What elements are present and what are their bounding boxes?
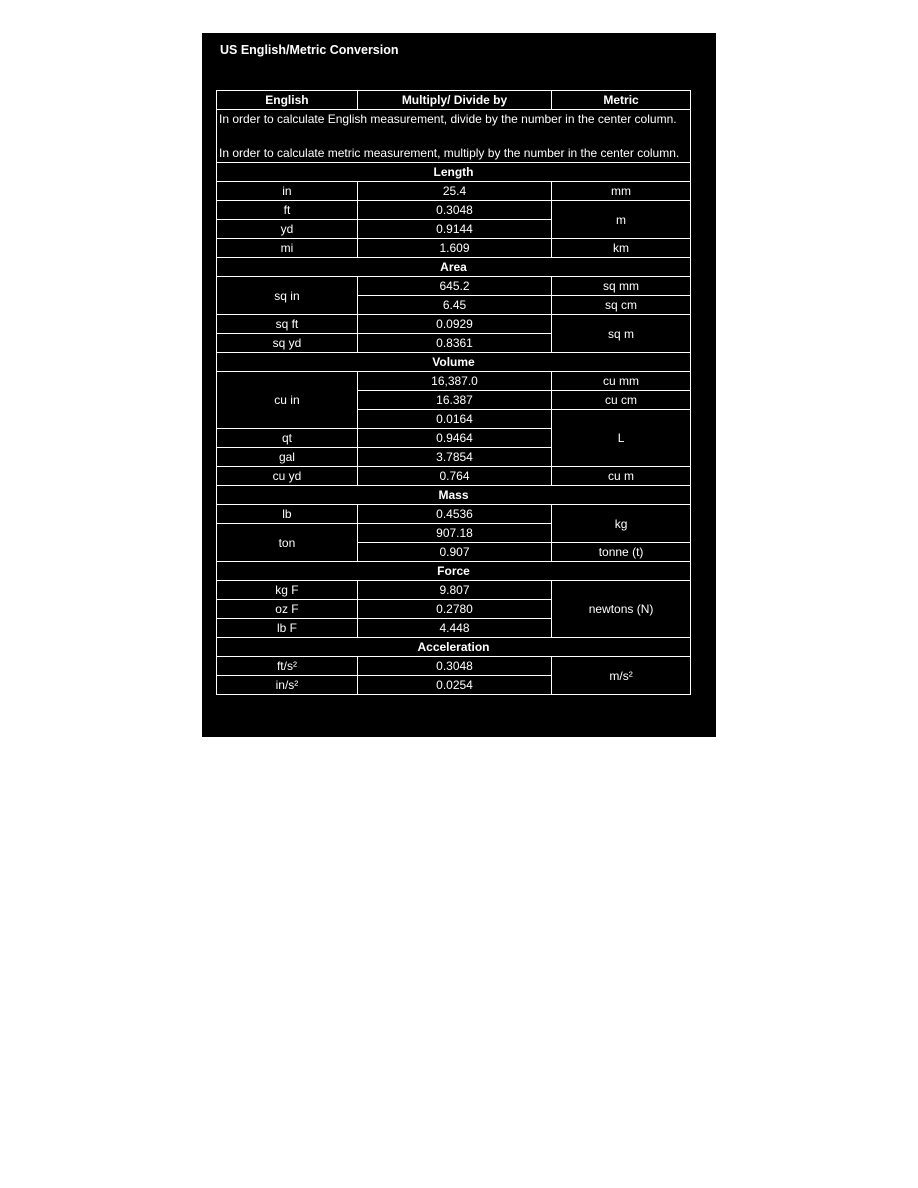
conversion-factor: 0.0929	[358, 315, 551, 333]
conversion-factor: 4.448	[358, 619, 551, 637]
metric-unit: L	[552, 410, 690, 466]
conversion-table	[216, 90, 691, 695]
conversion-factor: 0.9464	[358, 429, 551, 447]
metric-unit: tonne (t)	[552, 543, 690, 561]
section-title-volume: Volume	[217, 353, 690, 371]
english-unit: sq yd	[217, 334, 357, 352]
english-unit: oz F	[217, 600, 357, 618]
metric-unit: newtons (N)	[552, 581, 690, 637]
english-unit: mi	[217, 239, 357, 257]
table-row	[217, 277, 690, 295]
metric-unit: m/s²	[552, 657, 690, 694]
section-row	[217, 562, 690, 580]
conversion-factor: 0.9144	[358, 220, 551, 238]
metric-unit: kg	[552, 505, 690, 542]
table-row	[217, 239, 690, 257]
conversion-factor: 25.4	[358, 182, 551, 200]
table-row	[217, 372, 690, 390]
conversion-factor: 0.907	[358, 543, 551, 561]
english-unit: yd	[217, 220, 357, 238]
section-row	[217, 163, 690, 181]
table-row	[217, 505, 690, 523]
conversion-factor: 0.0164	[358, 410, 551, 428]
table-row	[217, 201, 690, 219]
metric-unit: cu m	[552, 467, 690, 485]
table-row	[217, 657, 690, 675]
conversion-factor: 1.609	[358, 239, 551, 257]
conversion-factor: 0.3048	[358, 657, 551, 675]
conversion-factor: 9.807	[358, 581, 551, 599]
table-row	[217, 581, 690, 599]
column-header-english: English	[217, 91, 357, 109]
english-unit: ton	[217, 524, 357, 561]
conversion-factor: 6.45	[358, 296, 551, 314]
section-title-length: Length	[217, 163, 690, 181]
english-unit: gal	[217, 448, 357, 466]
table-row	[217, 182, 690, 200]
conversion-factor: 907.18	[358, 524, 551, 542]
conversion-factor: 645.2	[358, 277, 551, 295]
metric-unit: km	[552, 239, 690, 257]
instruction-english: In order to calculate English measurement, divide by the number in the center column.	[219, 112, 677, 126]
section-row	[217, 486, 690, 504]
metric-unit: m	[552, 201, 690, 238]
english-unit: in/s²	[217, 676, 357, 694]
instruction-spacer	[219, 128, 688, 144]
conversion-factor: 0.3048	[358, 201, 551, 219]
section-title-mass: Mass	[217, 486, 690, 504]
english-unit: sq in	[217, 277, 357, 314]
english-unit: kg F	[217, 581, 357, 599]
metric-unit: cu mm	[552, 372, 690, 390]
conversion-document-panel	[202, 33, 716, 737]
table-header-row	[217, 91, 690, 109]
english-unit: qt	[217, 429, 357, 447]
conversion-factor: 16,387.0	[358, 372, 551, 390]
table-row	[217, 467, 690, 485]
conversion-factor: 3.7854	[358, 448, 551, 466]
column-header-metric: Metric	[552, 91, 690, 109]
metric-unit: mm	[552, 182, 690, 200]
section-title-area: Area	[217, 258, 690, 276]
english-unit: lb F	[217, 619, 357, 637]
english-unit: ft/s²	[217, 657, 357, 675]
metric-unit: sq cm	[552, 296, 690, 314]
conversion-factor: 16.387	[358, 391, 551, 409]
english-unit: lb	[217, 505, 357, 523]
section-row	[217, 258, 690, 276]
instruction-metric: In order to calculate metric measurement, multiply by the number in the center column.	[219, 146, 680, 160]
metric-unit: cu cm	[552, 391, 690, 409]
section-row	[217, 353, 690, 371]
english-unit: ft	[217, 201, 357, 219]
english-unit: in	[217, 182, 357, 200]
conversion-factor: 0.764	[358, 467, 551, 485]
conversion-factor: 0.0254	[358, 676, 551, 694]
conversion-factor: 0.2780	[358, 600, 551, 618]
instructions-row	[217, 110, 690, 162]
english-unit: cu in	[217, 372, 357, 428]
conversion-factor: 0.8361	[358, 334, 551, 352]
instructions-cell	[217, 110, 690, 162]
english-unit: cu yd	[217, 467, 357, 485]
section-row	[217, 638, 690, 656]
section-title-acceleration: Acceleration	[217, 638, 690, 656]
metric-unit: sq mm	[552, 277, 690, 295]
table-row	[217, 315, 690, 333]
column-header-factor: Multiply/ Divide by	[358, 91, 551, 109]
conversion-factor: 0.4536	[358, 505, 551, 523]
document-title: US English/Metric Conversion	[220, 43, 399, 57]
metric-unit: sq m	[552, 315, 690, 352]
english-unit: sq ft	[217, 315, 357, 333]
section-title-force: Force	[217, 562, 690, 580]
